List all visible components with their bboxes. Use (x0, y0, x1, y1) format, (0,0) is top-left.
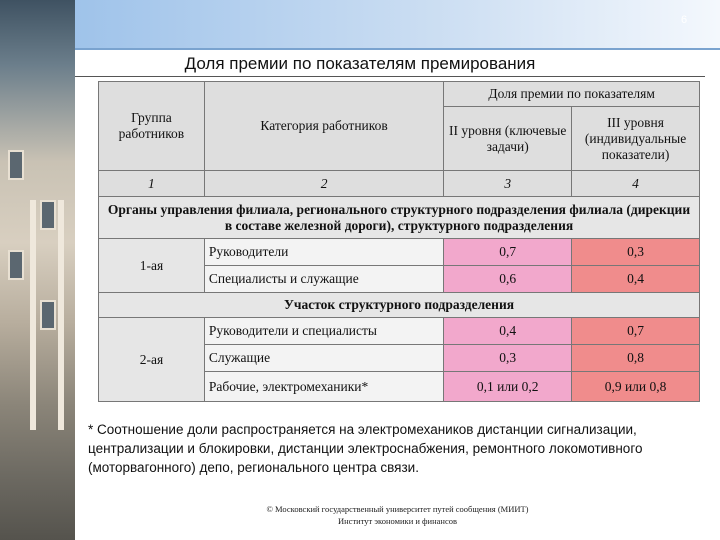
level2-value: 0,6 (444, 266, 572, 293)
footer-copyright: © Московский государственный университет путей сообщения (МИИТ) (266, 504, 529, 514)
level2-value: 0,4 (444, 318, 572, 345)
footnote: * Соотношение доли распространяется на электромехаников дистанции сигнализации, централизации и блокировки, дистанции электроснабжения, ремонтного локомотивного (моторвагонного) депо, регионального центра связи. (88, 422, 643, 475)
level3-value: 0,4 (572, 266, 700, 293)
col-number: 2 (204, 171, 443, 197)
column-numbers-row (99, 171, 700, 197)
footer-institute: Институт экономики и финансов (337, 516, 458, 526)
section2-title: Участок структурного подразделения (99, 293, 700, 318)
header-share: Доля премии по показателям (444, 82, 700, 107)
header-level3: III уровня (индивидуальные показатели) (572, 107, 700, 171)
section1-title: Органы управления филиала, регионального структурного подразделения филиала (дирекции в составе железной дороги), структурного подразделения (99, 197, 700, 239)
category-cell: Служащие (204, 345, 443, 372)
level3-value: 0,7 (572, 318, 700, 345)
category-cell: Руководители (204, 239, 443, 266)
section-title-row (99, 293, 700, 318)
window-decoration (8, 250, 24, 280)
level2-value: 0,1 или 0,2 (444, 372, 572, 402)
category-cell: Рабочие, электромеханики* (204, 372, 443, 402)
col-number: 3 (444, 171, 572, 197)
header-category: Категория работников (204, 82, 443, 171)
header-group: Группа работников (99, 82, 205, 171)
table-row (99, 239, 700, 266)
level3-value: 0,9 или 0,8 (572, 372, 700, 402)
footer (75, 503, 720, 527)
col-number: 1 (99, 171, 205, 197)
header-bar (75, 0, 720, 48)
level2-value: 0,3 (444, 345, 572, 372)
window-decoration (8, 150, 24, 180)
column-decoration (30, 200, 36, 430)
slide-title: Доля премии по показателям премирования (184, 54, 536, 73)
page-number: 6 (680, 14, 688, 26)
level3-value: 0,8 (572, 345, 700, 372)
group-1-cell: 1-ая (99, 239, 205, 293)
title-underline (75, 76, 705, 77)
table-row (99, 318, 700, 345)
section-title-row (99, 197, 700, 239)
background-building-photo (0, 0, 75, 540)
window-decoration (40, 200, 56, 230)
group-2-cell: 2-ая (99, 318, 205, 402)
table-header-row (99, 82, 700, 107)
premium-share-table (98, 81, 700, 402)
col-number: 4 (572, 171, 700, 197)
level3-value: 0,3 (572, 239, 700, 266)
header-rule (75, 48, 720, 50)
column-decoration (58, 200, 64, 430)
category-cell: Руководители и специалисты (204, 318, 443, 345)
level2-value: 0,7 (444, 239, 572, 266)
category-cell: Специалисты и служащие (204, 266, 443, 293)
window-decoration (40, 300, 56, 330)
header-level2: II уровня (ключевые задачи) (444, 107, 572, 171)
